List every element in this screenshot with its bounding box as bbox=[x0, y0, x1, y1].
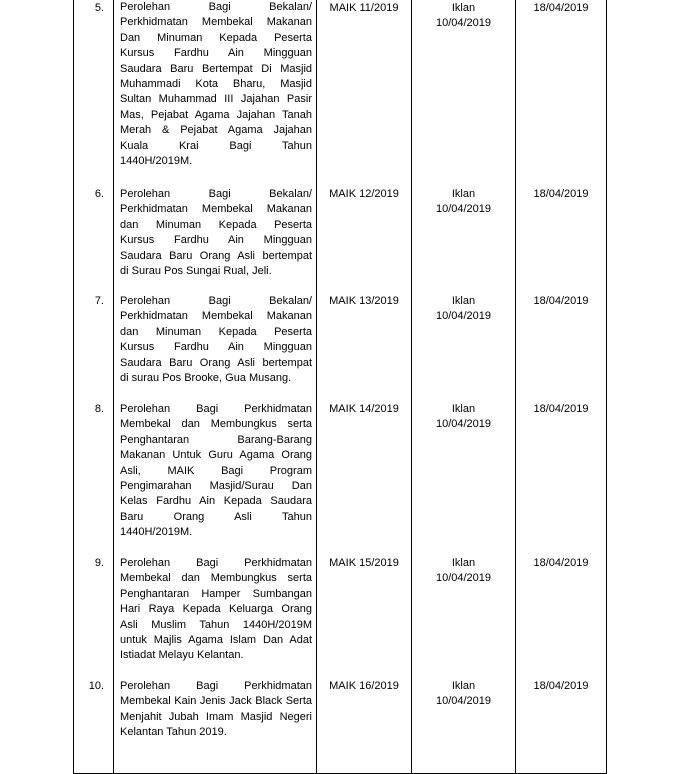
row-number: 10. bbox=[88, 680, 104, 692]
description-line: Kursus Fardhu Ain Mingguan bbox=[120, 234, 312, 247]
advert-line: Iklan bbox=[451, 2, 476, 14]
row-advert bbox=[411, 678, 515, 773]
table-row bbox=[74, 293, 606, 401]
tender-table bbox=[73, 0, 607, 774]
description-line: Menjahit Jubah Imam Masjid Negeri bbox=[120, 710, 312, 723]
advert-line: Iklan bbox=[451, 680, 476, 692]
advert-line: 10/04/2019 bbox=[435, 418, 492, 431]
row-description bbox=[113, 555, 316, 678]
advert-line: 10/04/2019 bbox=[435, 572, 492, 585]
description-line: Kelantan Tahun 2019. bbox=[120, 726, 227, 739]
row-advert bbox=[411, 293, 515, 401]
description-line: Penghantaran Barang-Barang bbox=[120, 433, 312, 446]
row-reference: MAIK 15/2019 bbox=[316, 555, 411, 678]
description-line: Perolehan Bagi Bekalan/ bbox=[120, 188, 312, 200]
advert-line: 10/04/2019 bbox=[435, 310, 492, 323]
description-line: Perolehan Bagi Perkhidmatan bbox=[120, 403, 312, 415]
row-reference: MAIK 13/2019 bbox=[316, 293, 411, 401]
table-row bbox=[74, 678, 606, 773]
description-line: Perolehan Bagi Perkhidmatan bbox=[120, 557, 312, 569]
row-closing-date: 18/04/2019 bbox=[515, 555, 606, 678]
advert-line: 10/04/2019 bbox=[435, 695, 492, 708]
description-line: Makanan Untuk Guru Agama Orang bbox=[120, 449, 312, 462]
advert-line: 10/04/2019 bbox=[435, 17, 492, 30]
row-reference: MAIK 12/2019 bbox=[316, 186, 411, 293]
description-line: Mas, Pejabat Agama Jajahan Tanah bbox=[120, 108, 312, 121]
description-line: di Surau Pos Sungai Rual, Jeli. bbox=[120, 265, 272, 278]
description-line: Asli, MAIK Bagi Program bbox=[120, 464, 312, 477]
row-description bbox=[113, 293, 316, 401]
description-line: 1440H/2019M. bbox=[120, 526, 193, 539]
description-line: Muhammadi Kota Bharu, Masjid bbox=[120, 78, 312, 91]
row-reference: MAIK 14/2019 bbox=[316, 401, 411, 555]
row-number: 6. bbox=[94, 188, 104, 200]
description-line: Membekal dan Membungkus serta bbox=[120, 418, 312, 431]
description-line: Perkhidmatan Membekal Makanan bbox=[120, 203, 312, 216]
description-line: Istiadat Melayu Kelantan. bbox=[120, 649, 244, 662]
description-line: Perolehan Bagi Bekalan/ bbox=[120, 295, 312, 307]
row-advert bbox=[411, 186, 515, 293]
table-row bbox=[74, 555, 606, 678]
advert-line: Iklan bbox=[451, 188, 476, 200]
description-line: Merah & Pejabat Agama Jajahan bbox=[120, 124, 312, 137]
row-description bbox=[113, 678, 316, 773]
row-number: 9. bbox=[94, 557, 104, 569]
description-line: Asli Muslim Tahun 1440H/2019M bbox=[120, 618, 312, 631]
row-reference: MAIK 11/2019 bbox=[316, 0, 411, 186]
advert-line: 10/04/2019 bbox=[435, 203, 492, 216]
description-line: Kuala Krai Bagi Tahun bbox=[120, 139, 312, 152]
description-line: Kursus Fardhu Ain Mingguan bbox=[120, 47, 312, 60]
description-line: Hari Raya Kepada Keluarga Orang bbox=[120, 603, 312, 616]
table-row bbox=[74, 0, 606, 186]
description-line: Membekal dan Membungkus serta bbox=[120, 572, 312, 585]
row-description bbox=[113, 401, 316, 555]
description-line: 1440H/2019M. bbox=[120, 155, 193, 168]
description-line: Sultan Muhammad III Jajahan Pasir bbox=[120, 93, 312, 106]
row-reference: MAIK 16/2019 bbox=[316, 678, 411, 773]
description-line: di surau Pos Brooke, Gua Musang. bbox=[120, 372, 292, 385]
advert-line: Iklan bbox=[451, 557, 476, 569]
description-line: Baru Orang Asli Tahun bbox=[120, 510, 312, 523]
description-line: Perkhidmatan Membekal Makanan bbox=[120, 310, 312, 323]
advert-line: Iklan bbox=[451, 295, 476, 307]
description-line: dan Minuman Kepada Peserta bbox=[120, 325, 312, 338]
row-number: 7. bbox=[94, 295, 104, 307]
advert-line: Iklan bbox=[451, 403, 476, 415]
description-line: untuk Majlis Agama Islam Dan Adat bbox=[120, 634, 312, 647]
row-description bbox=[113, 186, 316, 293]
row-advert bbox=[411, 0, 515, 186]
description-line: Saudara Baru Orang Asli bertempat bbox=[120, 249, 312, 262]
row-number: 5. bbox=[94, 2, 104, 14]
description-line: Dan Minuman Kepada Peserta bbox=[120, 31, 312, 44]
description-line: Membekal Kain Jenis Jack Black Serta bbox=[120, 695, 312, 708]
description-line: Perkhidmatan Membekal Makanan bbox=[120, 16, 312, 29]
row-advert bbox=[411, 555, 515, 678]
row-closing-date: 18/04/2019 bbox=[515, 678, 606, 773]
row-closing-date: 18/04/2019 bbox=[515, 293, 606, 401]
description-line: dan Minuman Kepada Peserta bbox=[120, 218, 312, 231]
row-description bbox=[113, 0, 316, 186]
description-line: Kelas Fardhu Ain Kepada Saudara bbox=[120, 495, 312, 508]
description-line: Perolehan Bagi Bekalan/ bbox=[120, 1, 312, 13]
description-line: Saudara Baru Bertempat Di Masjid bbox=[120, 62, 312, 75]
description-line: Kursus Fardhu Ain Mingguan bbox=[120, 341, 312, 354]
row-closing-date: 18/04/2019 bbox=[515, 401, 606, 555]
row-closing-date: 18/04/2019 bbox=[515, 0, 606, 186]
table-row bbox=[74, 186, 606, 293]
row-closing-date: 18/04/2019 bbox=[515, 186, 606, 293]
row-number: 8. bbox=[94, 403, 104, 415]
row-advert bbox=[411, 401, 515, 555]
table-row bbox=[74, 401, 606, 555]
description-line: Perolehan Bagi Perkhidmatan bbox=[120, 680, 312, 692]
description-line: Penghantaran Hamper Sumbangan bbox=[120, 587, 312, 600]
description-line: Pengimarahan Masjid/Surau Dan bbox=[120, 480, 312, 493]
description-line: Saudara Baru Orang Asli bertempat bbox=[120, 356, 312, 369]
